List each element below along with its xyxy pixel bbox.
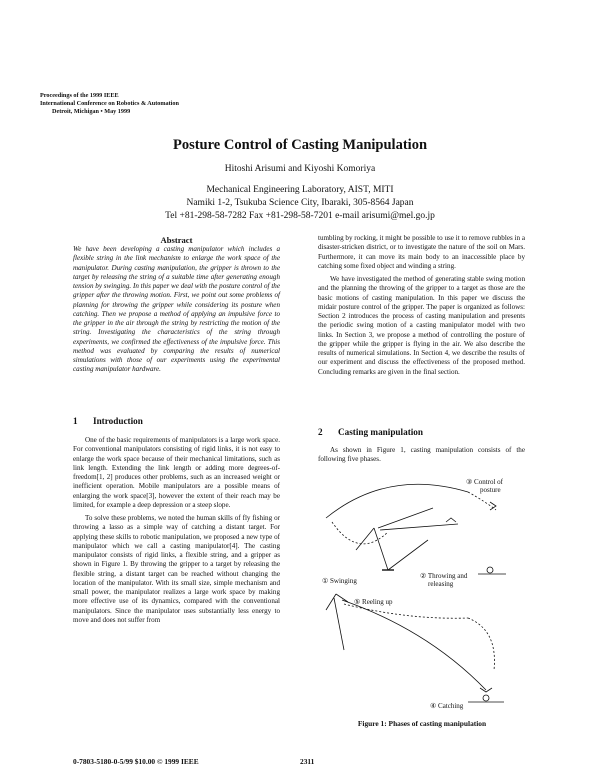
section-title: Casting manipulation <box>338 427 424 437</box>
proceedings-line: International Conference on Robotics & Automation <box>40 100 179 107</box>
string-line <box>380 524 458 530</box>
section-2-body <box>318 446 525 469</box>
label-control-posture: ③ Control of <box>466 478 503 486</box>
target-icon <box>487 567 493 573</box>
abstract-text: We have been developing a casting manipulator which includes a flexible string in the link mechanism to enlarge the work space of the manipulator. During casting manipulation, the gripper is thrown to the target by releasing the string of a suitable time after generating enough tension by swinging. In this paper we deal with the posture control of the gripper after the throwing motion. First, we point out some problems of planning for throwing the gripper while considering its posture when catching. Then we propose a method of applying an impulsive force to the gripper in the air through the string by restricting the motion of the string. Investigating the characteristics of the string through experiments, we confirmed the effectiveness of the impulsive force. This method was evaluated by comparing the results of numerical simulations with those of our experiments using the experimental casting manipulator hardware. <box>73 245 280 374</box>
proceedings-info <box>40 92 179 116</box>
section-1-body <box>73 436 280 629</box>
gripper-icon <box>446 518 456 522</box>
section-number: 1 <box>73 416 78 426</box>
reel-path <box>468 618 494 670</box>
label-releasing: releasing <box>428 580 454 588</box>
reel-path <box>344 604 468 618</box>
label-throwing: ② Throwing and <box>420 572 468 580</box>
paragraph: To solve these problems, we noted the human skills of fly fishing or throwing a lasso as a simple way of catching a distant target. For applying these skills to robotic manipulation, we proposed a new type of manipulator which we call a casting manipulator[4]. The casting manipulator consists of rigid links, a flexible string, and a gripper as shown in Figure 1. By throwing the gripper to a target by releasing the flexible string, a distant target can be reached without changing the location of the manipulator. With its small size, simple mechanism and small power, the manipulator realizes a large work space by making more effective use of its dynamics, compared with the conventional manipulators. Since the manipulator uses substantially less energy to move and does not suffer from <box>73 514 280 624</box>
casting-phases-figure <box>318 470 530 720</box>
manipulator-link <box>336 594 348 602</box>
proceedings-line: Detroit, Michigan • May 1999 <box>52 108 131 115</box>
flight-arc <box>468 492 496 510</box>
paragraph: We have investigated the method of generating stable swing motion and the planning the throwing of the gripper to a target as those are the basic motions of casting manipulation. In this paper we discuss the midair posture control of the gripper. The paper is organized as follows: Section 2 introduces the process of casting manipulation and presents the periodic swing motion of a casting manipulator model with two links. In Section 3, we propose a method of controlling the posture of the gripper while the gripper is flying in the air. We also describe the results of numerical simulations. In Section 4, we describe the results of our experiment and discuss the effectiveness of the proposed method. Concluding remarks are given in the final section. <box>318 275 525 376</box>
string-line <box>388 540 428 570</box>
abstract-heading: Abstract <box>160 235 193 245</box>
footer-isbn: 0-7803-5180-0-5/99 $10.00 © 1999 IEEE <box>73 757 199 766</box>
figure-caption: Figure 1: Phases of casting manipulation <box>357 719 487 728</box>
paper-title: Posture Control of Casting Manipulation <box>172 137 428 153</box>
affiliation-line: Namiki 1-2, Tsukuba Science City, Ibaraki, 305-8564 Japan <box>186 198 414 208</box>
section-1-heading <box>73 416 143 426</box>
section-title: Introduction <box>93 416 143 426</box>
label-posture: posture <box>480 486 501 494</box>
manipulator-link <box>334 598 344 650</box>
lower-diagram <box>326 594 504 702</box>
section-2-heading <box>318 427 423 437</box>
target-icon <box>483 695 489 701</box>
upper-diagram <box>326 484 506 574</box>
string-line <box>342 600 486 690</box>
authors: Hitoshi Arisumi and Kiyoshi Komoriya <box>224 164 376 174</box>
right-column-intro <box>318 234 525 381</box>
label-catching: ④ Catching <box>430 702 464 710</box>
section-number: 2 <box>318 427 323 437</box>
paragraph: tumbling by rocking, it might be possible to use it to remove rubbles in a disaster-stricken district, or to investigate the nature of the soil on Mars. Furthermore, it can move its main body to an inaccessible place by catching some fixed object and winding a string. <box>318 234 525 270</box>
gripper-icon <box>490 502 496 510</box>
paragraph: One of the basic requirements of manipulators is a large work space. For conventional manipulators consisting of rigid links, it is not easy to enlarge the work space because of their mechanical limitations, such as link length. Extending the link length or adding more degrees-of-freedom[1, 2] produces other problems, such as an increased weight or inefficient operation. Mobile manipulators are a possible means of enlarging the work space[3], however the extent of their reach may be limited, for example a deep depression or a steep slope. <box>73 436 280 509</box>
affiliation <box>0 184 600 223</box>
affiliation-line: Tel +81-298-58-7282 Fax +81-298-58-7201 e-mail arisumi@mel.go.jp <box>165 211 435 221</box>
label-reeling-up: ⑤ Reeling up <box>354 598 393 606</box>
affiliation-line: Mechanical Engineering Laboratory, AIST, MITI <box>206 185 394 195</box>
manipulator-link <box>356 528 374 550</box>
proceedings-line: Proceedings of the 1999 IEEE <box>40 92 119 99</box>
paragraph: As shown in Figure 1, casting manipulation consists of the following five phases. <box>318 446 525 464</box>
throw-arc <box>326 484 468 518</box>
footer-page-number: 2311 <box>300 757 315 766</box>
string-line <box>378 508 433 528</box>
label-swinging: ① Swinging <box>322 577 357 585</box>
swing-arc <box>332 522 388 544</box>
